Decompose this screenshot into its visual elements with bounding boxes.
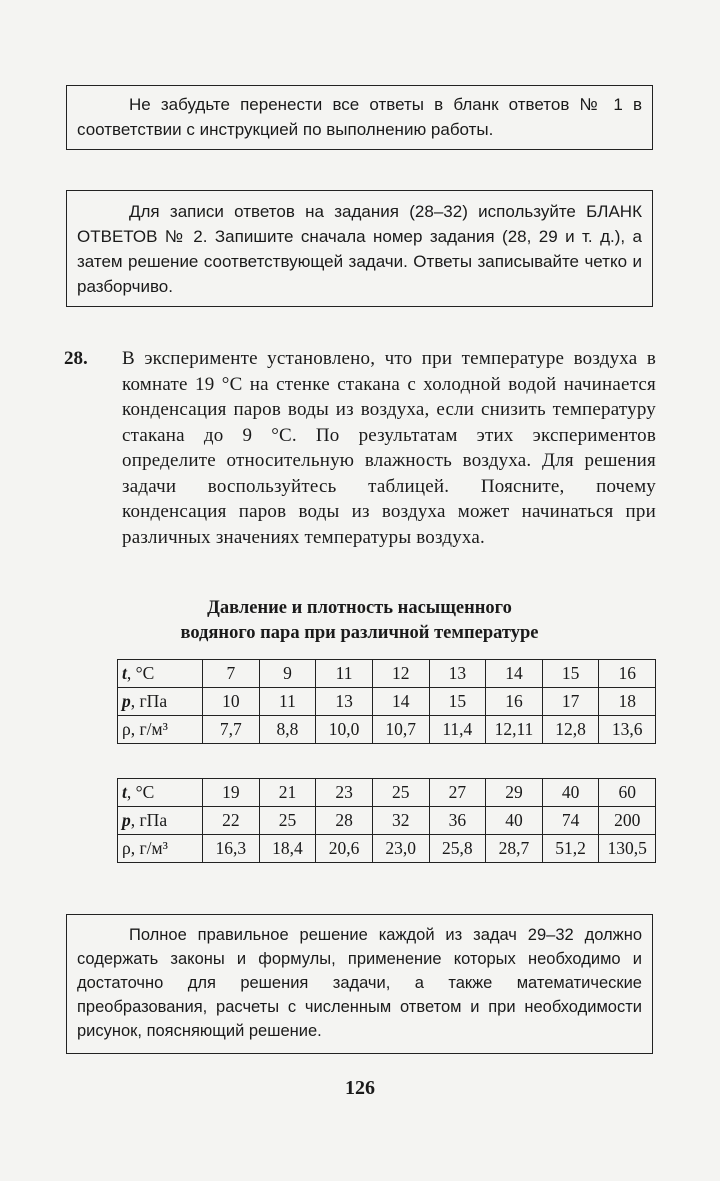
table-cell: 29 <box>486 779 543 807</box>
table-cell: 11 <box>259 688 316 716</box>
table-cell: 15 <box>429 688 486 716</box>
task-text: В эксперименте установлено, что при температуре воздуха в комнате 19 °С на стенке стакана с холодной водой начинается конденсация паров воды из воздуха, если снизить температуру стакана до 9 °С. По результатам этих экспериментов определите относительную влажность воздуха. Для решения задачи воспользуйтесь таблицей. Поясните, почему конденсация паров воды из воздуха может начинаться при различных значениях температуры воздуха. <box>122 348 656 548</box>
table-cell: 36 <box>429 807 486 835</box>
temperature-row <box>118 660 656 688</box>
row-header-density: ρ, г/м³ <box>118 716 203 744</box>
pressure-row <box>118 807 656 835</box>
table-cell: 7,7 <box>203 716 260 744</box>
table-cell: 16,3 <box>203 835 260 863</box>
task-28 <box>64 346 656 550</box>
table-cell: 25 <box>259 807 316 835</box>
table-cell: 27 <box>429 779 486 807</box>
table-cell: 11 <box>316 660 373 688</box>
table-cell: 13 <box>316 688 373 716</box>
density-row <box>118 835 656 863</box>
table-cell: 16 <box>599 660 656 688</box>
table-cell: 18 <box>599 688 656 716</box>
pressure-unit: , гПа <box>130 691 168 711</box>
table-cell: 32 <box>372 807 429 835</box>
answer-transfer-text: Не забудьте перенести все ответы в бланк ответов № 1 в соответствии с инструкцией по выполнению работы. <box>77 95 642 139</box>
row-header-temperature <box>118 660 203 688</box>
row-header-density: ρ, г/м³ <box>118 835 203 863</box>
table-cell: 40 <box>486 807 543 835</box>
row-header-temperature <box>118 779 203 807</box>
row-header-pressure <box>118 688 203 716</box>
task-number: 28. <box>64 348 88 369</box>
full-solution-text: Полное правильное решение каждой из задач 29–32 должно содержать законы и формулы, применение которых необходимо и достаточно для решения задачи, а также математические преобразования, расчеты с численным ответом и при необходимости рисунок, поясняющий решение. <box>77 926 642 1040</box>
table-cell: 23 <box>316 779 373 807</box>
pressure-row <box>118 688 656 716</box>
temperature-unit: , °С <box>126 663 155 683</box>
table-cell: 12,11 <box>486 716 543 744</box>
row-header-pressure <box>118 807 203 835</box>
table-cell: 25,8 <box>429 835 486 863</box>
table-cell: 17 <box>542 688 599 716</box>
table-cell: 130,5 <box>599 835 656 863</box>
table-cell: 14 <box>486 660 543 688</box>
temperature-unit: , °С <box>126 782 155 802</box>
pressure-symbol: p <box>122 691 131 711</box>
temperature-symbol: t <box>122 782 127 802</box>
answer-form-text: Для записи ответов на задания (28–32) используйте БЛАНК ОТВЕТОВ № 2. Запишите сначала номер задания (28, 29 и т. д.), а затем решение соответствующей задачи. Ответы записывайте четко и разборчиво. <box>77 202 642 296</box>
table-cell: 13 <box>429 660 486 688</box>
table-cell: 23,0 <box>372 835 429 863</box>
table-title-line-1: Давление и плотность насыщенного <box>207 598 512 618</box>
vapor-table-1 <box>117 659 656 744</box>
table-cell: 10 <box>203 688 260 716</box>
table-cell: 74 <box>542 807 599 835</box>
vapor-table-2 <box>117 778 656 863</box>
table-cell: 200 <box>599 807 656 835</box>
table-cell: 40 <box>542 779 599 807</box>
table-cell: 12 <box>372 660 429 688</box>
table-title-line-2: водяного пара при различной температуре <box>180 623 539 643</box>
table-title <box>66 596 653 646</box>
table-cell: 51,2 <box>542 835 599 863</box>
pressure-unit: , гПа <box>130 810 168 830</box>
table-cell: 25 <box>372 779 429 807</box>
table-cell: 18,4 <box>259 835 316 863</box>
table-cell: 10,7 <box>372 716 429 744</box>
table-cell: 20,6 <box>316 835 373 863</box>
table-cell: 14 <box>372 688 429 716</box>
table-cell: 28 <box>316 807 373 835</box>
table-cell: 11,4 <box>429 716 486 744</box>
table-cell: 9 <box>259 660 316 688</box>
table-cell: 7 <box>203 660 260 688</box>
table-cell: 16 <box>486 688 543 716</box>
table-cell: 60 <box>599 779 656 807</box>
table-cell: 12,8 <box>542 716 599 744</box>
table-cell: 22 <box>203 807 260 835</box>
temperature-symbol: t <box>122 663 127 683</box>
table-cell: 21 <box>259 779 316 807</box>
answer-transfer-notice <box>66 85 653 150</box>
pressure-symbol: p <box>122 810 131 830</box>
table-cell: 8,8 <box>259 716 316 744</box>
table-cell: 15 <box>542 660 599 688</box>
full-solution-notice <box>66 914 653 1054</box>
table-cell: 13,6 <box>599 716 656 744</box>
temperature-row <box>118 779 656 807</box>
table-cell: 10,0 <box>316 716 373 744</box>
density-row <box>118 716 656 744</box>
table-cell: 19 <box>203 779 260 807</box>
answer-form-notice <box>66 190 653 307</box>
table-cell: 28,7 <box>486 835 543 863</box>
page-number: 126 <box>345 1077 375 1099</box>
